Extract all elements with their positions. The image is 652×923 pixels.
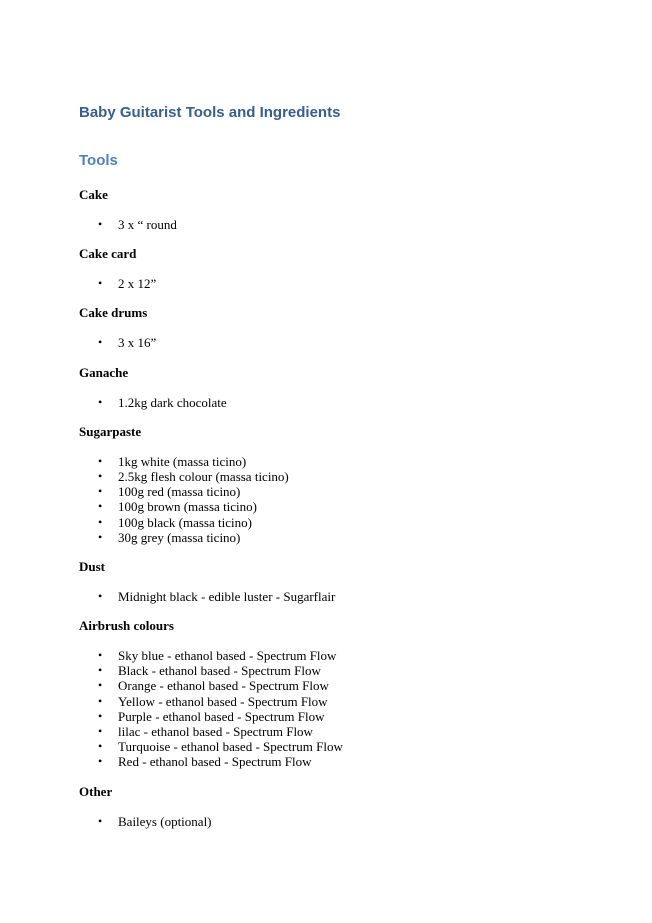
tools-groups bbox=[79, 187, 619, 843]
group-heading: Dust bbox=[79, 558, 106, 574]
bullet-icon: • bbox=[98, 217, 103, 231]
bullet-list bbox=[79, 648, 619, 770]
bullet-icon: • bbox=[98, 499, 103, 514]
list-item bbox=[79, 469, 619, 484]
list-item-text: Orange - ethanol based - Spectrum Flow bbox=[118, 678, 329, 694]
group-heading: Airbrush colours bbox=[79, 618, 174, 634]
list-item-text: Sky blue - ethanol based - Spectrum Flow bbox=[118, 648, 337, 664]
ingredient-group bbox=[79, 187, 619, 232]
list-item bbox=[79, 724, 619, 739]
bullet-icon: • bbox=[98, 529, 103, 544]
list-item-text: Midnight black - edible luster - Sugarflair bbox=[118, 588, 336, 604]
bullet-icon: • bbox=[98, 484, 103, 499]
list-item-text: Turquoise - ethanol based - Spectrum Flow bbox=[118, 739, 343, 755]
bullet-list bbox=[79, 589, 619, 604]
bullet-icon: • bbox=[98, 394, 103, 409]
list-item-text: Baileys (optional) bbox=[118, 813, 212, 829]
list-item bbox=[79, 530, 619, 545]
list-item-text: Purple - ethanol based - Spectrum Flow bbox=[118, 708, 325, 724]
bullet-icon: • bbox=[98, 754, 103, 769]
group-heading: Cake card bbox=[79, 246, 137, 262]
list-item-text: 100g black (massa ticino) bbox=[118, 514, 252, 530]
list-item-text: 1kg white (massa ticino) bbox=[118, 453, 247, 469]
list-item bbox=[79, 454, 619, 469]
bullet-list bbox=[79, 335, 619, 350]
list-item bbox=[79, 335, 619, 350]
bullet-list bbox=[79, 814, 619, 829]
section-heading-tools: Tools bbox=[79, 152, 118, 169]
bullet-icon: • bbox=[98, 648, 103, 663]
document-title: Baby Guitarist Tools and Ingredients bbox=[79, 104, 341, 121]
list-item-text: Red - ethanol based - Spectrum Flow bbox=[118, 754, 312, 770]
bullet-icon: • bbox=[98, 468, 103, 483]
list-item bbox=[79, 515, 619, 530]
bullet-icon: • bbox=[98, 693, 103, 708]
list-item bbox=[79, 678, 619, 693]
list-item bbox=[79, 648, 619, 663]
list-item bbox=[79, 276, 619, 291]
group-heading: Cake bbox=[79, 187, 108, 202]
group-heading: Cake drums bbox=[79, 305, 148, 321]
bullet-icon: • bbox=[98, 708, 103, 723]
bullet-list bbox=[79, 276, 619, 291]
ingredient-group bbox=[79, 559, 619, 604]
list-item bbox=[79, 694, 619, 709]
ingredient-group bbox=[79, 305, 619, 350]
list-item-text: 1.2kg dark chocolate bbox=[118, 394, 227, 410]
bullet-icon: • bbox=[98, 276, 103, 291]
ingredient-group bbox=[79, 784, 619, 829]
bullet-icon: • bbox=[98, 453, 103, 468]
group-heading: Sugarpaste bbox=[79, 423, 142, 439]
bullet-icon: • bbox=[98, 335, 103, 350]
bullet-icon: • bbox=[98, 724, 103, 738]
list-item-text: 100g red (massa ticino) bbox=[118, 484, 241, 500]
ingredient-group bbox=[79, 424, 619, 545]
bullet-list bbox=[79, 217, 619, 232]
list-item-text: 2 x 12” bbox=[118, 276, 157, 292]
bullet-icon: • bbox=[98, 663, 103, 678]
bullet-icon: • bbox=[98, 678, 103, 693]
list-item-text: Yellow - ethanol based - Spectrum Flow bbox=[118, 693, 328, 709]
list-item-text: 3 x 16” bbox=[118, 335, 157, 351]
list-item-text: 30g grey (massa ticino) bbox=[118, 529, 241, 545]
ingredient-group bbox=[79, 365, 619, 410]
list-item bbox=[79, 484, 619, 499]
list-item-text: 3 x “ round bbox=[118, 217, 177, 232]
list-item bbox=[79, 663, 619, 678]
bullet-icon: • bbox=[98, 813, 103, 828]
bullet-icon: • bbox=[98, 514, 103, 529]
ingredient-group bbox=[79, 246, 619, 291]
list-item bbox=[79, 217, 619, 232]
list-item bbox=[79, 814, 619, 829]
list-item-text: 2.5kg flesh colour (massa ticino) bbox=[118, 468, 289, 484]
list-item bbox=[79, 395, 619, 410]
group-heading: Ganache bbox=[79, 364, 129, 380]
bullet-icon: • bbox=[98, 588, 103, 603]
list-item-text: Black - ethanol based - Spectrum Flow bbox=[118, 663, 321, 679]
list-item bbox=[79, 754, 619, 769]
list-item bbox=[79, 739, 619, 754]
list-item-text: lilac - ethanol based - Spectrum Flow bbox=[118, 724, 313, 739]
bullet-list bbox=[79, 454, 619, 545]
list-item-text: 100g brown (massa ticino) bbox=[118, 499, 258, 515]
bullet-icon: • bbox=[98, 739, 103, 754]
bullet-list bbox=[79, 395, 619, 410]
list-item bbox=[79, 589, 619, 604]
group-heading: Other bbox=[79, 783, 113, 799]
list-item bbox=[79, 499, 619, 514]
list-item bbox=[79, 709, 619, 724]
ingredient-group bbox=[79, 618, 619, 770]
